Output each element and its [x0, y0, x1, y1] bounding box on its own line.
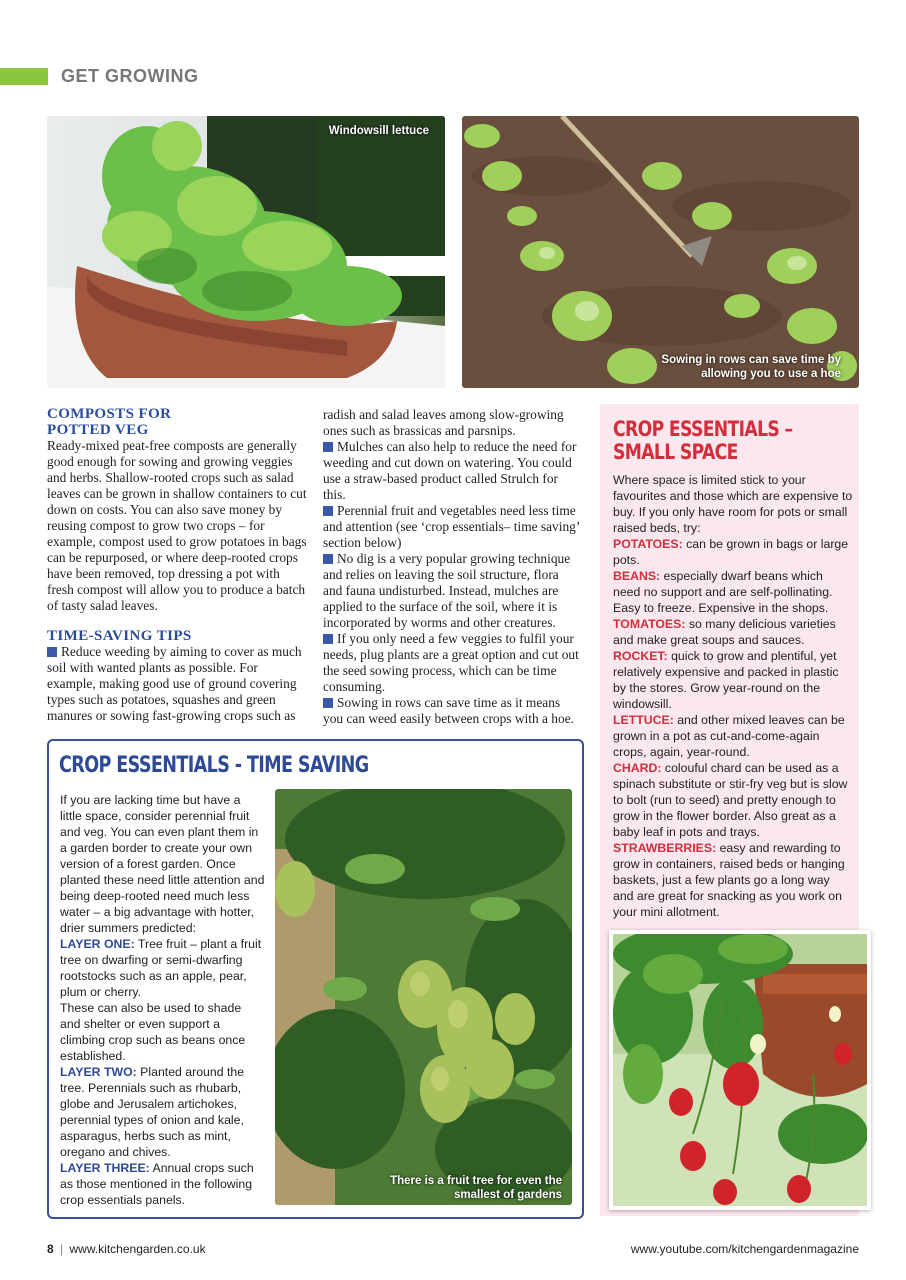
bullet-square-icon — [323, 698, 333, 708]
composts-body: Ready-mixed peat-free composts are generally good enough for sowing and growing veggies and herbs. Shallow-rooted crops such as salad leaves can be grown in shallow containers to cut down on costs. You can also save money by reusing compost to grow two crops – for example, compost used to grow potatoes in bags can be repurposed, or where deep-rooted crops have been removed, top dressing a pot with fresh compost will allow you to produce a batch of tasty salad leaves. — [47, 438, 307, 613]
article-column-left — [47, 406, 307, 724]
tip-item-2 — [323, 439, 581, 503]
pear-caption — [390, 1174, 562, 1202]
tip-3-text: Perennial fruit and vegetables need less time and attention (see ‘crop essentials– time saving’ section below) — [323, 503, 580, 550]
footer-site-link[interactable]: www.kitchengarden.co.uk — [69, 1242, 206, 1256]
section-label: GET GROWING — [61, 66, 199, 86]
time-saving-intro: If you are lacking time but have a little space, consider perennial fruit and veg. You can even plant them in a garden border to create your own version of a forest garden. Once planted these need little attention and being deep-rooted need much less water – a big advantage with hotter, drier summers predicted: — [60, 793, 265, 935]
small-space-item-strawberries: STRAWBERRIES: easy and rewarding to grow in containers, raised beds or hanging baskets, just a few plants go a long way and are great for snacking as you work on your mini allotment. — [613, 841, 845, 919]
hoe-caption-line1: Sowing in rows can save time by — [661, 354, 841, 366]
small-space-panel — [600, 404, 859, 1216]
small-space-intro: Where space is limited stick to your favourites and those which are expensive to buy. If you only have room for pots or small raised beds, try: — [613, 473, 853, 535]
tip-6-text: Sowing in rows can save time as it means you can weed easily between crops with a hoe. — [323, 695, 574, 726]
tip-item-4 — [323, 551, 581, 631]
lettuce-photo — [47, 116, 445, 388]
footer-separator: | — [60, 1242, 64, 1256]
strawberries-photo — [609, 930, 871, 1210]
time-saving-panel — [47, 739, 584, 1219]
tip-item-1 — [47, 644, 307, 724]
small-space-heading-line1: CROP ESSENTIALS – — [613, 417, 793, 441]
section-accent-bar — [0, 68, 48, 85]
bullet-square-icon — [323, 442, 333, 452]
time-saving-heading: CROP ESSENTIALS - TIME SAVING — [59, 753, 369, 778]
pear-caption-line2: smallest of gardens — [453, 1189, 562, 1201]
timesaving-heading: TIME-SAVING TIPS — [47, 628, 192, 644]
tip-5-text: If you only need a few veggies to fulfil your needs, plug plants are a great option and cut out the seed sowing process, which can be time consuming. — [323, 631, 579, 694]
bullet-square-icon — [47, 647, 57, 657]
article-column-middle — [323, 407, 581, 727]
small-space-item-tomatoes: TOMATOES: so many delicious varieties and make great soups and sauces. — [613, 617, 836, 647]
tip-1-text-b: radish and salad leaves among slow-growing ones such as brassicas and parsnips. — [323, 407, 564, 438]
tip-1-text-a: Reduce weeding by aiming to cover as much soil with wanted plants as possible. For example, making good use of ground covering types such as potatoes, squashes and green manures or sowing fast-growing crops such as — [47, 644, 302, 723]
small-space-item-chard: CHARD: colouful chard can be used as a spinach substitute or stir-fry veg but is slow to bolt (run to seed) and pretty enough to grow in the flower border. Also great as a baby leaf in pots and trays. — [613, 761, 848, 839]
tip-4-text: No dig is a very popular growing technique and relies on leaving the soil structure, flora and fauna undisturbed. Instead, mulches are applied to the surface of the soil, where it is incorporated by worms and other creatures. — [323, 551, 571, 630]
bullet-square-icon — [323, 634, 333, 644]
pear-tree-photo — [275, 789, 572, 1205]
pear-caption-line1: There is a fruit tree for even the — [390, 1175, 562, 1187]
small-space-item-potatoes: POTATOES: can be grown in bags or large pots. — [613, 537, 849, 567]
tip-item-5 — [323, 631, 581, 695]
small-space-heading — [613, 418, 810, 464]
layer-three: LAYER THREE: Annual crops such as those mentioned in the following crop essentials panels. — [60, 1161, 254, 1207]
footer-left — [47, 1242, 206, 1256]
time-saving-text — [60, 792, 265, 1208]
layer-one: LAYER ONE: Tree fruit – plant a fruit tree on dwarfing or semi-dwarfing rootstocks such as an apple, pear, plum or cherry. — [60, 937, 262, 999]
pear-tree-illustration — [275, 789, 572, 1205]
page-number: 8 — [47, 1242, 54, 1256]
small-space-text — [613, 472, 853, 920]
soil-rows-illustration — [462, 116, 859, 388]
layer-one-extra: These can also be used to shade and shelter or even support a climbing crop such as beans once established. — [60, 1001, 246, 1063]
tip-2-text: Mulches can also help to reduce the need for weeding and cut down on watering. You could use a straw-based product called Strulch for this. — [323, 439, 577, 502]
hoe-caption — [661, 353, 841, 381]
layer-two: LAYER TWO: Planted around the tree. Perennials such as rhubarb, globe and Jerusalem artichokes, perennial types of onion and kale, asparagus, herbs such as mint, oregano and chives. — [60, 1065, 245, 1159]
bullet-square-icon — [323, 554, 333, 564]
composts-heading — [47, 406, 307, 438]
strawberries-illustration — [613, 934, 867, 1206]
composts-heading-line2: POTTED VEG — [47, 422, 149, 438]
composts-heading-line1: COMPOSTS FOR — [47, 406, 172, 422]
small-space-item-beans: BEANS: especially dwarf beans which need no support and are self-pollinating. Easy to freeze. Expensive in the shops. — [613, 569, 833, 615]
small-space-heading-line2: SMALL SPACE — [613, 440, 738, 464]
hoe-photo — [462, 116, 859, 388]
hoe-caption-line2: allowing you to use a hoe — [701, 368, 841, 380]
tip-item-3 — [323, 503, 581, 551]
bullet-square-icon — [323, 506, 333, 516]
small-space-item-rocket: ROCKET: quick to grow and plentiful, yet relatively expensive and packed in plastic by the stores. Grow year-round on the windowsill. — [613, 649, 839, 711]
small-space-item-lettuce: LETTUCE: and other mixed leaves can be grown in a pot as cut-and-come-again crops, again, year-round. — [613, 713, 845, 759]
lettuce-caption: Windowsill lettuce — [328, 125, 429, 137]
lettuce-illustration — [47, 116, 445, 388]
tip-item-6 — [323, 695, 581, 727]
footer-youtube-link[interactable]: www.youtube.com/kitchengardenmagazine — [630, 1242, 859, 1256]
